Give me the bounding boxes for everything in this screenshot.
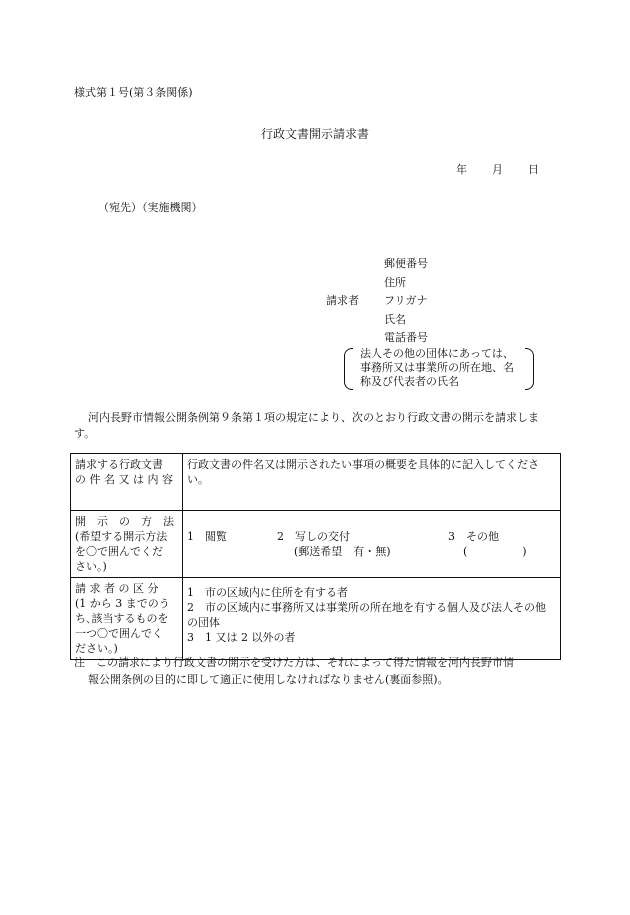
date-day: 日 (528, 163, 539, 176)
usage-note: 注 この請求により行政文書の開示を受けた方は、それによって得た情報を河内長野市情 報公開条例の目的に即して適正に使用しなければなりません(裏面参照)。 (74, 656, 514, 686)
table-row (71, 578, 561, 660)
corporate-note: 法人その他の団体にあっては、 事務所又は事業所の所在地、名 称及び代表者の氏名 (360, 347, 514, 388)
furigana-label: フリガナ (384, 294, 428, 307)
document-subject-field[interactable]: 行政文書の件名又は開示されたい事項の概要を具体的に記入してください。 (183, 454, 561, 511)
document-subject-label: 請求する行政文書 の 件 名 又 は 内 容 (71, 454, 183, 511)
table-row (71, 511, 561, 578)
requester-category-field (183, 578, 561, 660)
other-method-blank[interactable]: ( ) (463, 545, 527, 558)
category-option-2[interactable]: 2 市の区域内に事務所又は事業所の所在地を有する個人及び法人その他の団体 (187, 601, 546, 629)
postal-code-label: 郵便番号 (384, 257, 428, 270)
left-bracket (344, 348, 353, 390)
method-option-copy[interactable]: 2 写しの交付 (277, 530, 350, 543)
category-option-3[interactable]: 3 1 又は 2 以外の者 (187, 631, 296, 644)
table-row (71, 454, 561, 511)
requester-category-label: 請 求 者 の 区 分 (1 から 3 までのう ち､該当するものを 一つ〇で囲んでく ださい。) (71, 578, 183, 660)
intro-text: 河内長野市情報公開条例第９条第１項の規定により、次のとおり行政文書の開示を請求します。 (74, 411, 539, 440)
method-option-view[interactable]: 1 閲覧 (187, 530, 227, 543)
date-month: 月 (492, 163, 503, 176)
method-option-other[interactable]: 3 その他 (448, 530, 499, 543)
name-label: 氏名 (384, 313, 406, 326)
phone-label: 電話番号 (384, 331, 428, 344)
right-bracket (525, 348, 534, 390)
disclosure-method-field (183, 511, 561, 578)
mail-preference[interactable]: (郵送希望 有・無) (294, 545, 391, 558)
date-year: 年 (456, 163, 467, 176)
request-form-table (70, 453, 561, 660)
category-option-1[interactable]: 1 市の区域内に住所を有する者 (187, 586, 348, 599)
form-number: 様式第１号(第３条関係) (74, 86, 193, 99)
corporate-note-bracket (344, 348, 534, 390)
address-label: 住所 (384, 276, 406, 289)
disclosure-method-label: 開 示 の 方 法 (希望する開示方法 を〇で囲んでくだ さい。) (71, 511, 183, 578)
requester-label: 請求者 (326, 294, 359, 307)
page-title: 行政文書開示請求書 (261, 127, 370, 141)
addressee: （宛先）（実施機関） (98, 201, 203, 214)
